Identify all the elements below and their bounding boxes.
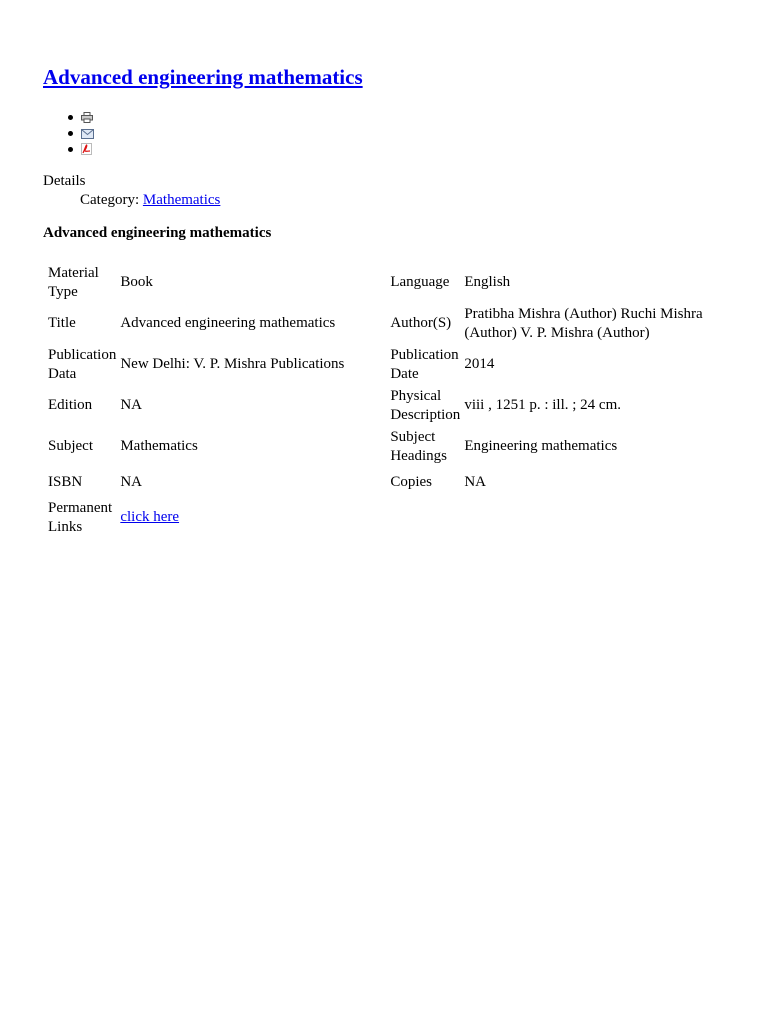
empty-cell (462, 497, 711, 538)
table-row (46, 385, 711, 426)
details-label: Details (43, 173, 86, 189)
table-row (46, 344, 711, 385)
table-row (46, 262, 711, 303)
physical-description-value: viii , 1251 p. : ill. ; 24 cm. (464, 397, 621, 413)
language-label: Language (390, 274, 450, 290)
table-row (46, 303, 711, 344)
permanent-link[interactable]: click here (120, 509, 180, 525)
subject-headings-value: Engineering mathematics (464, 438, 618, 454)
category-line (43, 191, 220, 210)
edition-label: Edition (48, 397, 93, 413)
pdf-action[interactable] (43, 141, 93, 157)
isbn-label: ISBN (48, 473, 83, 490)
copies-value: NA (464, 473, 486, 490)
authors-label: Author(S) (390, 315, 452, 331)
physical-description-label: Physical Description (390, 387, 461, 423)
copies-label: Copies (390, 473, 432, 490)
empty-cell (388, 497, 462, 538)
email-icon[interactable] (81, 127, 93, 138)
page-title-link[interactable]: Advanced engineering mathematics (43, 65, 363, 89)
article-subtitle: Advanced engineering mathematics (43, 225, 272, 241)
language-value: English (464, 274, 511, 290)
publication-date-value: 2014 (464, 356, 495, 372)
publication-data-label: Publication Data (48, 346, 117, 382)
table-row (46, 426, 711, 467)
permanent-links-label: Permanent Links (48, 499, 113, 535)
subject-headings-label: Subject Headings (390, 428, 447, 464)
print-icon[interactable] (81, 111, 93, 122)
article-details (43, 172, 220, 210)
table-row (46, 467, 711, 497)
page-title (43, 64, 363, 90)
publication-date-label: Publication Date (390, 346, 459, 382)
article-actions (43, 109, 93, 157)
subject-label: Subject (48, 438, 93, 454)
category-link[interactable]: Mathematics (142, 192, 221, 208)
table-row (46, 497, 711, 538)
print-action[interactable] (43, 109, 93, 125)
pdf-icon[interactable] (81, 143, 93, 154)
subject-value: Mathematics (120, 438, 198, 454)
publication-data-value: New Delhi: V. P. Mishra Publications (120, 356, 345, 372)
authors-value: Pratibha Mishra (Author) Ruchi Mishra (Author) V. P. Mishra (Author) (464, 305, 703, 341)
metadata-table (46, 262, 711, 538)
category-prefix: Category: (80, 192, 143, 208)
title-label: Title (48, 315, 76, 331)
material-type-value: Book (120, 274, 153, 290)
email-action[interactable] (43, 125, 93, 141)
title-value: Advanced engineering mathematics (120, 315, 336, 331)
material-type-label: Material Type (48, 264, 99, 300)
permanent-links-cell (118, 497, 388, 538)
isbn-value: NA (120, 473, 142, 490)
edition-value: NA (120, 397, 142, 413)
